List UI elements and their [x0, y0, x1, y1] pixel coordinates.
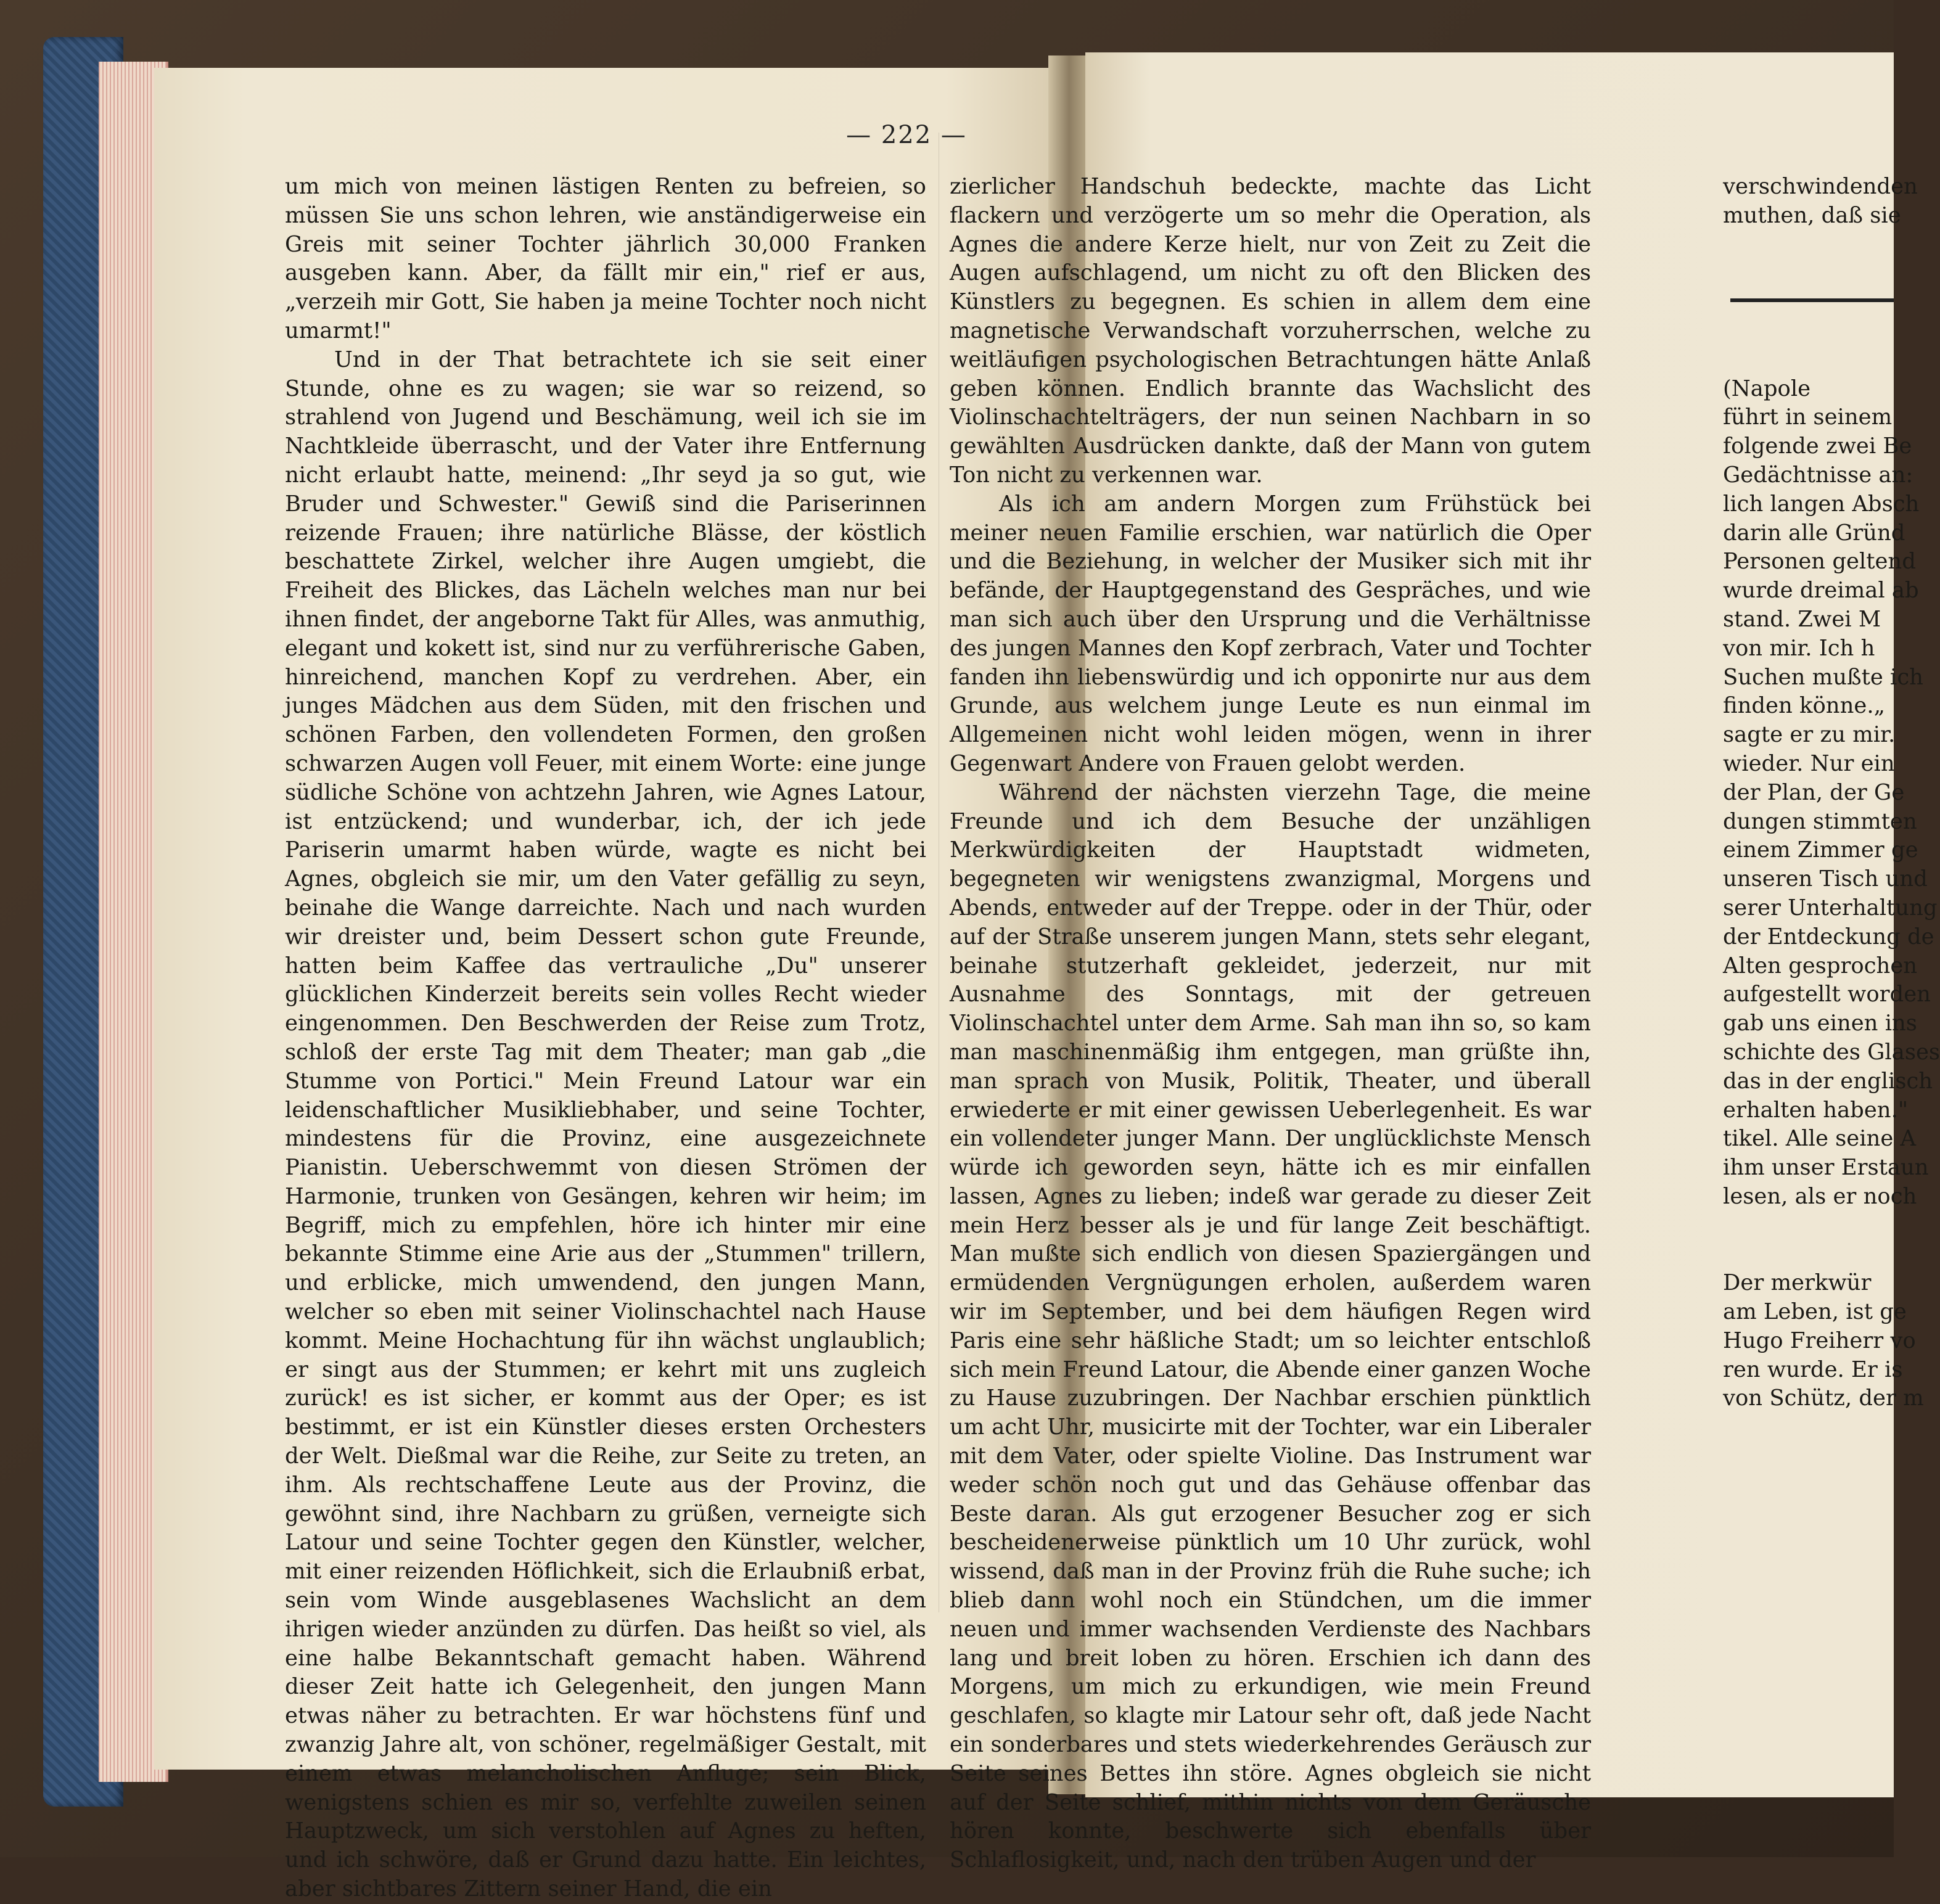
- paragraph: um mich von meinen lästigen Renten zu befreien, so müssen Sie uns schon lehren, wie anständigerweise ein Greis mit seiner Tochter jährlich 30,000 Franken ausgeben kann. Aber, da fällt mir ein," rief er aus, „verzeih mir Gott, Sie haben ja meine Tochter noch nicht umarmt!": [285, 174, 926, 343]
- right-column-line: [1723, 288, 1894, 317]
- paragraph: Als ich am andern Morgen zum Frühstück bei meiner neuen Familie erschien, war natürlich die Oper und die Beziehung, in welcher der Musiker sich mit ihr befände, der Hauptgegenstand des Gespräches, und wie man sich auch über den Ursprung und die Verhältnisse des jungen Mannes den Kopf zerbrach, Vater und Tochter fanden ihn liebenswürdig und ich opponirte nur aus dem Grunde, aus welchem junge Leute es nun einmal im Allgemeinen nicht wohl leiden mögen, wenn in ihrer Gegenwart Andere von Frauen gelobt werden.: [950, 491, 1591, 776]
- right-column-line: erhalten haben.": [1723, 1097, 1909, 1123]
- right-column-line: der Plan, der Ge: [1723, 779, 1905, 805]
- right-column-line: führt in seinem: [1723, 404, 1893, 430]
- right-column-line: Gedächtnisse an:: [1723, 462, 1913, 488]
- right-column-line: lich langen Absch: [1723, 491, 1920, 517]
- right-column-line: [1723, 259, 1894, 288]
- right-column-line: wurde dreimal ab: [1723, 578, 1919, 604]
- right-column-line: [1723, 1212, 1894, 1241]
- right-column-line: stand. Zwei M: [1723, 606, 1881, 632]
- page-number: — 222 —: [846, 121, 967, 149]
- right-column-line: einem Zimmer ge: [1723, 837, 1918, 863]
- right-column-line: finden könne.„: [1723, 693, 1885, 719]
- right-column-line: ihm unser Erstaun: [1723, 1155, 1929, 1181]
- right-column-line: folgende zwei Be: [1723, 433, 1912, 459]
- right-column-line: von mir. Ich h: [1723, 635, 1875, 661]
- right-column-line: lesen, als er noch: [1723, 1183, 1917, 1209]
- right-column-line: [1723, 1240, 1894, 1269]
- right-column-line: aufgestellt worden: [1723, 982, 1931, 1007]
- right-column-line: (Napole: [1723, 375, 1811, 401]
- right-column-line: [1723, 231, 1894, 260]
- paragraph: zierlicher Handschuh bedeckte, machte das Licht flackern und verzögerte um so mehr die Operation, als Agnes die andere Kerze hielt, nur von Zeit zu Zeit die Augen aufschlagend, um nicht zu oft den Blicken des Künstlers zu begegnen. Es schien in allem dem eine magnetische Verwandschaft vorzuherrschen, welche zu weitläufigen psychologischen Betrachtungen hätte Anlaß geben können. Endlich brannte das Wachslicht des Violinschachtelträgers, der nun seinen Nachbarn in so gewählten Ausdrücken dankte, daß der Mann von gutem Ton nicht zu verkennen war.: [950, 174, 1591, 488]
- right-column-line: serer Unterhaltung: [1723, 895, 1938, 921]
- right-column-line: verschwindenden: [1723, 174, 1918, 199]
- right-column-line: [1723, 317, 1894, 346]
- right-column-line: unseren Tisch und: [1723, 866, 1928, 892]
- right-column-line: Suchen mußte ich: [1723, 664, 1923, 690]
- right-column-line: [1723, 346, 1894, 375]
- right-column-line: der Entdeckung de: [1723, 924, 1934, 950]
- paragraph: Während der nächsten vierzehn Tage, die meine Freunde und ich dem Besuche der unzähligen Merkwürdigkeiten der Hauptstadt widmeten, begegneten wir wenigstens zwanzigmal, Morgens und Abends, entweder auf der Treppe. oder in der Thür, oder auf der Straße unserem jungen Mann, stets sehr elegant, beinahe stutzerhaft gekleidet, jederzeit, nur mit Ausnahme des Sonntags, mit der getreuen Violinschachtel unter dem Arme. Sah man ihn so, so kam man maschinenmäßig ihm entgegen, man grüßte ihn, man sprach von Musik, Politik, Theater, und überall erwiederte er mit einer gewissen Ueberlegenheit. Es war ein vollendeter junger Mann. Der unglücklichste Mensch würde ich geworden seyn, hätte ich es mir einfallen lassen, Agnes zu lieben; indeß war gerade zu dieser Zeit mein Herz besser als je und für lange Zeit beschäftigt. Man mußte sich endlich von diesen Spaziergängen und ermüdenden Vergnügungen erholen, außerdem waren wir im September, und bei dem häufigen Regen wird Paris eine sehr häßliche Stadt; um so leichter entschloß sich mein Freund Latour, die Abende einer ganzen Woche zu Hause zuzubringen. Der Nachbar erschien pünktlich um acht Uhr, musicirte mit der Tochter, war ein Liberaler mit dem Vater, oder spielte Violine. Das Instrument war weder schön noch gut und das Gehäuse offenbar das Beste daran. Als gut erzogener Besucher zog er sich bescheidenerweise pünktlich um 10 Uhr zurück, wohl wissend, daß man in der Provinz früh die Ruhe suche; ich blieb dann wohl noch ein Stündchen, um die immer neuen und immer wachsenden Verdienste des Nachbars lang und breit loben zu hören. Erschien ich dann des Morgens, um mich zu erkundigen, wie mein Freund geschlafen, so klagte mir Latour sehr oft, daß jede Nacht ein sonderbares und stets wiederkehrendes Geräusch zur Seite seines Bettes ihn störe. Agnes obgleich sie nicht auf der Seite schlief, mithin nichts von dem Geräusche hören konnte, beschwerte sich ebenfalls über Schlaflosigkeit, und, nach den trüben Augen und der: [950, 779, 1591, 1873]
- right-column-line: wieder. Nur ein: [1723, 750, 1895, 776]
- right-column-line: ren wurde. Er is: [1723, 1356, 1903, 1382]
- right-text-column: [1723, 173, 1940, 1739]
- right-column-line: schichte des Glases: [1723, 1039, 1940, 1065]
- right-column-line: sagte er zu mir.: [1723, 722, 1896, 748]
- left-text-column: [285, 173, 926, 1902]
- right-column-line: das in der englisch: [1723, 1068, 1933, 1094]
- right-column-line: dungen stimmten: [1723, 808, 1917, 834]
- right-column-line: darin alle Gründ: [1723, 520, 1905, 546]
- right-column-line: Alten gesprochen: [1723, 953, 1918, 979]
- paragraph: Und in der That betrachtete ich sie seit einer Stunde, ohne es zu wagen; sie war so reizend, so strahlend von Jugend und Beschämung, weil ich sie im Nachtkleide überrascht, und der Vater ihre Entfernung nicht erlaubt hatte, meinend: „Ihr seyd ja so gut, wie Bruder und Schwester." Gewiß sind die Pariserinnen reizende Frauen; ihre natürliche Blässe, der köstlich beschattete Zirkel, welcher ihre Augen umgiebt, die Freiheit des Blickes, das Lächeln welches man nur bei ihnen findet, der angeborne Takt für Alles, was anmuthig, elegant und kokett ist, sind nur zu verführerische Gaben, hinreichend, manchen Kopf zu verdrehen. Aber, ein junges Mädchen aus dem Süden, mit den frischen und schönen Farben, den vollendeten Formen, den großen schwarzen Augen voll Feuer, mit einem Worte: eine junge südliche Schöne von achtzehn Jahren, wie Agnes Latour, ist entzückend; und wunderbar, ich, der ich jede Pariserin umarmt haben würde, wagte es nicht bei Agnes, obgleich sie mir, um den Vater gefällig zu seyn, beinahe die Wange darreichte. Nach und nach wurden wir dreister und, beim Dessert schon gute Freunde, hatten beim Kaffee das vertrauliche „Du" unserer glücklichen Kinderzeit bereits sein volles Recht wieder eingenommen. Den Beschwerden der Reise zum Trotz, schloß der erste Tag mit dem Theater; man gab „die Stumme von Portici." Mein Freund Latour war ein leidenschaftlicher Musikliebhaber, und seine Tochter, mindestens für die Provinz, eine ausgezeichnete Pianistin. Ueberschwemmt von diesen Strömen der Harmonie, trunken von Gesängen, kehren wir heim; im Begriff, mich zu empfehlen, höre ich hinter mir eine bekannte Stimme eine Arie aus der „Stummen" trillern, und erblicke, mich umwendend, den jungen Mann, welcher so eben mit seiner Violinschachtel nach Hause kommt. Meine Hochachtung für ihn wächst unglaublich; er singt aus der Stummen; er kehrt mit uns zugleich zurück! es ist sicher, er kommt aus der Oper; es ist bestimmt, er ist ein Künstler dieses ersten Orchesters der Welt. Dießmal war die Reihe, zur Seite zu treten, an ihm. Als rechtschaffene Leute aus der Provinz, die gewöhnt sind, ihre Nachbarn zu grüßen, verneigte sich Latour und seine Tochter gegen den Künstler, welcher, mit einer reizenden Höflichkeit, sich die Erlaubniß erbat, sein vom Winde ausgeblasenes Wachslicht an dem ihrigen wieder anzünden zu dürfen. Das heißt so viel, als eine halbe Bekanntschaft gemacht haben. Während dieser Zeit hatte ich Gelegenheit, den jungen Mann etwas näher zu betrachten. Er war höchstens fünf und zwanzig Jahre alt, von schöner, regelmäßiger Gestalt, mit einem etwas melancholischen Anfluge; sein Blick, wenigstens schien es mir so, verfehlte zuweilen seinen Hauptzweck, um sich verstohlen auf Agnes zu heften, und ich schwöre, daß er Grund dazu hatte. Ein leichtes, aber sichtbares Zittern seiner Hand, die ein: [285, 347, 926, 1902]
- right-column-line: Der merkwür: [1723, 1270, 1872, 1296]
- right-column-line: muthen, daß sie: [1723, 202, 1901, 228]
- right-column-line: Personen geltend: [1723, 549, 1916, 575]
- right-column-line: tikel. Alle seine A: [1723, 1126, 1917, 1152]
- right-column-line: Hugo Freiherr vo: [1723, 1327, 1916, 1353]
- middle-text-column: [950, 173, 1591, 1873]
- right-column-line: am Leben, ist ge: [1723, 1299, 1907, 1325]
- right-column-line: gab uns einen ins: [1723, 1011, 1917, 1036]
- right-column-line: von Schütz, der m: [1723, 1385, 1924, 1411]
